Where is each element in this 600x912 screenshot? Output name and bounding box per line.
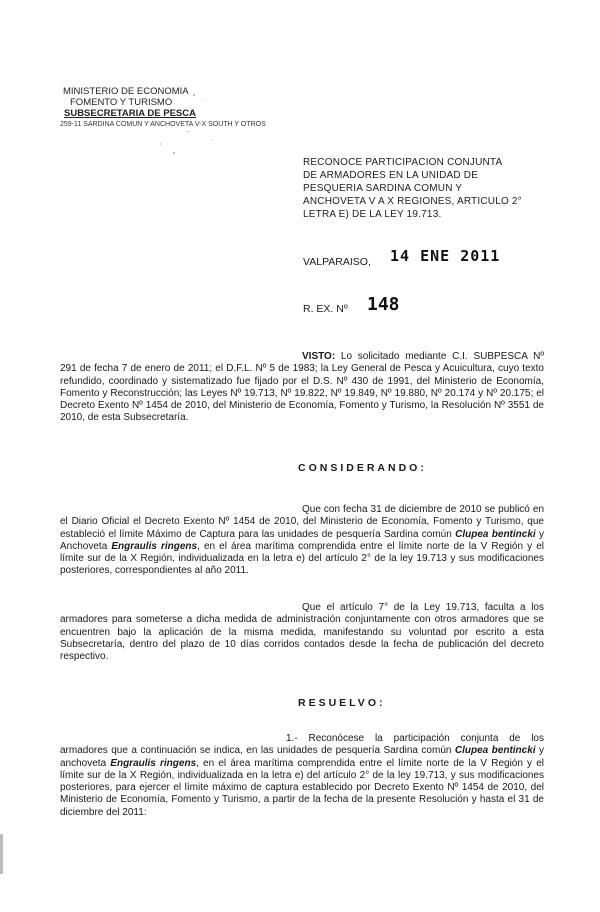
subsecretaria-name: SUBSECRETARIA DE PESCA [64, 108, 196, 119]
scan-speck [193, 94, 195, 96]
ministry-name: MINISTERIO DE ECONOMIA [63, 86, 189, 97]
considerando-1-text: y Anchoveta [60, 528, 544, 552]
resolution-number-stamp: 148 [367, 294, 400, 315]
considerando-1-text: , en el área marítima comprendida entre el límite norte de la V Región y el límite sur de la X Región, individualizada en la letra e) del artículo 2° de la ley 19.713 y sus modificaciones posteriores, correspondientes al año 2011. [60, 540, 544, 577]
resuelvo-1-text: y anchoveta [60, 745, 544, 769]
scan-speck [173, 152, 175, 154]
reference-line: DE ARMADORES EN LA UNIDAD DE [303, 170, 479, 181]
resuelvo-item-1 [60, 733, 544, 819]
visto-label: VISTO: [302, 351, 336, 362]
reference-line: PESQUERIA SARDINA COMUN Y [303, 183, 463, 194]
scan-speck [205, 99, 206, 100]
reference-line: ANCHOVETA V A X REGIONES, ARTICULO 2° [303, 196, 522, 207]
scan-speck [160, 143, 161, 145]
visto-text: Lo solicitado mediante C.I. SUBPESCA Nº 291 de fecha 7 de enero de 2011; el D.F.L. Nº 5 de 1983; la Ley General de Pesca y Acuicultura, cuyo texto refundido, coordinado y sistematizado fue fijado por el D.S. Nº 430 de 1991, del Ministerio de Economía, Fomento y Reconstrucción; las Leyes Nº 19.713, Nº 19.822, Nº 19.849, Nº 19.880, Nº 20.174 y Nº 20.175; el Decreto Exento Nº 1454 de 2010, del Ministerio de Economía, Fomento y Turismo, la Resolución Nº 3551 de 2010, de esta Subsecretaría. [60, 351, 545, 424]
date-stamp: 14 ENE 2011 [390, 247, 501, 265]
species-name: Engraulis ringens [111, 540, 198, 552]
considerando-paragraph-2 [60, 602, 544, 663]
resuelvo-1-text: 1.- Reconócese la participación conjunta de los armadores que a continuación se indica, en las unidades de pesquería Sardina común [60, 733, 544, 757]
file-reference: 259-11 SARDINA COMUN Y ANCHOVETA V-X SOUTH Y OTROS [60, 121, 266, 128]
species-name: Clupea bentincki [454, 745, 536, 757]
considerando-2-text: Que el artículo 7° de la Ley 19.713, faculta a los armadores para someterse a dicha medida de administración conjuntamente con otros armadores que se encuentren bajo la aplicación de la misma medida, manifestando su voluntad por escrito a esta Subsecretaría, dentro del plazo de 10 días corridos contados desde la fecha de publicación del decreto respectivo. [60, 602, 544, 663]
resuelvo-heading: RESUELVO: [298, 697, 386, 709]
considerando-heading: CONSIDERANDO: [298, 462, 427, 474]
scan-speck [187, 131, 189, 132]
scan-speck [211, 139, 212, 140]
place-label: VALPARAISO, [303, 256, 371, 268]
ministry-subtitle: FOMENTO Y TURISMO [70, 97, 173, 108]
species-name: Engraulis ringens [110, 757, 197, 769]
scan-edge-mark [0, 834, 3, 874]
reference-line: RECONOCE PARTICIPACION CONJUNTA [303, 157, 503, 168]
considerando-1-text: Que con fecha 31 de diciembre de 2010 se publicó en el Diario Oficial el Decreto Exento Nº 1454 de 2010, del Ministerio de Economía, Fomento y Turismo, que estableció el límite Máximo de Captura para las unidades de pesquería Sardina común [60, 504, 544, 540]
species-name: Clupea bentincki [455, 528, 536, 540]
visto-paragraph [60, 351, 544, 425]
reference-line: LETRA E) DE LA LEY 19.713. [303, 209, 442, 220]
resolution-label: R. EX. Nº [303, 303, 348, 315]
considerando-paragraph-1 [60, 504, 544, 578]
resuelvo-1-text: , en el área marítima comprendida entre el límite norte de la V Región y el límite sur de la X Región, individualizada en la letra e) del artículo 2° de la ley 19.713, y sus modificaciones posteriores, para ejercer el límite máximo de captura establecido por Decreto Exento Nº 1454 de 2010, del Ministerio de Economía, Fomento y Turismo, a partir de la fecha de la presente Resolución y hasta el 31 de diciembre del 2011: [60, 757, 544, 818]
